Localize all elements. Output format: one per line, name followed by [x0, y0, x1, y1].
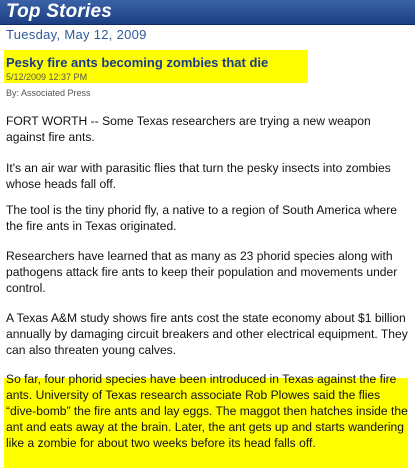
- section-title: Top Stories: [6, 1, 113, 22]
- article-headline[interactable]: Pesky fire ants becoming zombies that die: [6, 55, 269, 70]
- article-paragraph: So far, four phorid species have been introduced in Texas against the fire ants. University of Texas research associate Rob Plowes said the flies “dive-bomb” the fire ants and lay eggs. The maggot then hatches inside the ant and eats away at the brain. Later, the ant gets up and starts wandering like a zombie for about two weeks before its head falls off.: [6, 372, 408, 450]
- article-paragraph: FORT WORTH -- Some Texas researchers are trying a new weapon against fire ants.: [6, 114, 371, 144]
- article-paragraph: Researchers have learned that as many as 23 phorid species along with pathogens attack fire ants to keep their population and movements under control.: [6, 249, 398, 295]
- article-paragraph: The tool is the tiny phorid fly, a native to a region of South America where the fire ants in Texas originated.: [6, 203, 398, 233]
- section-date: Tuesday, May 12, 2009: [6, 27, 147, 42]
- article-timestamp: 5/12/2009 12:37 PM: [6, 72, 88, 82]
- article-paragraph: A Texas A&M study shows fire ants cost the state economy about $1 billion annually by damaging circuit breakers and other electrical equipment. They can also threaten young calves.: [6, 311, 408, 357]
- article-paragraph: It's an air war with parasitic flies that turn the pesky insects into zombies whose heads fall off.: [6, 161, 391, 191]
- section-header: [0, 0, 415, 25]
- article-byline: By: Associated Press: [6, 88, 91, 98]
